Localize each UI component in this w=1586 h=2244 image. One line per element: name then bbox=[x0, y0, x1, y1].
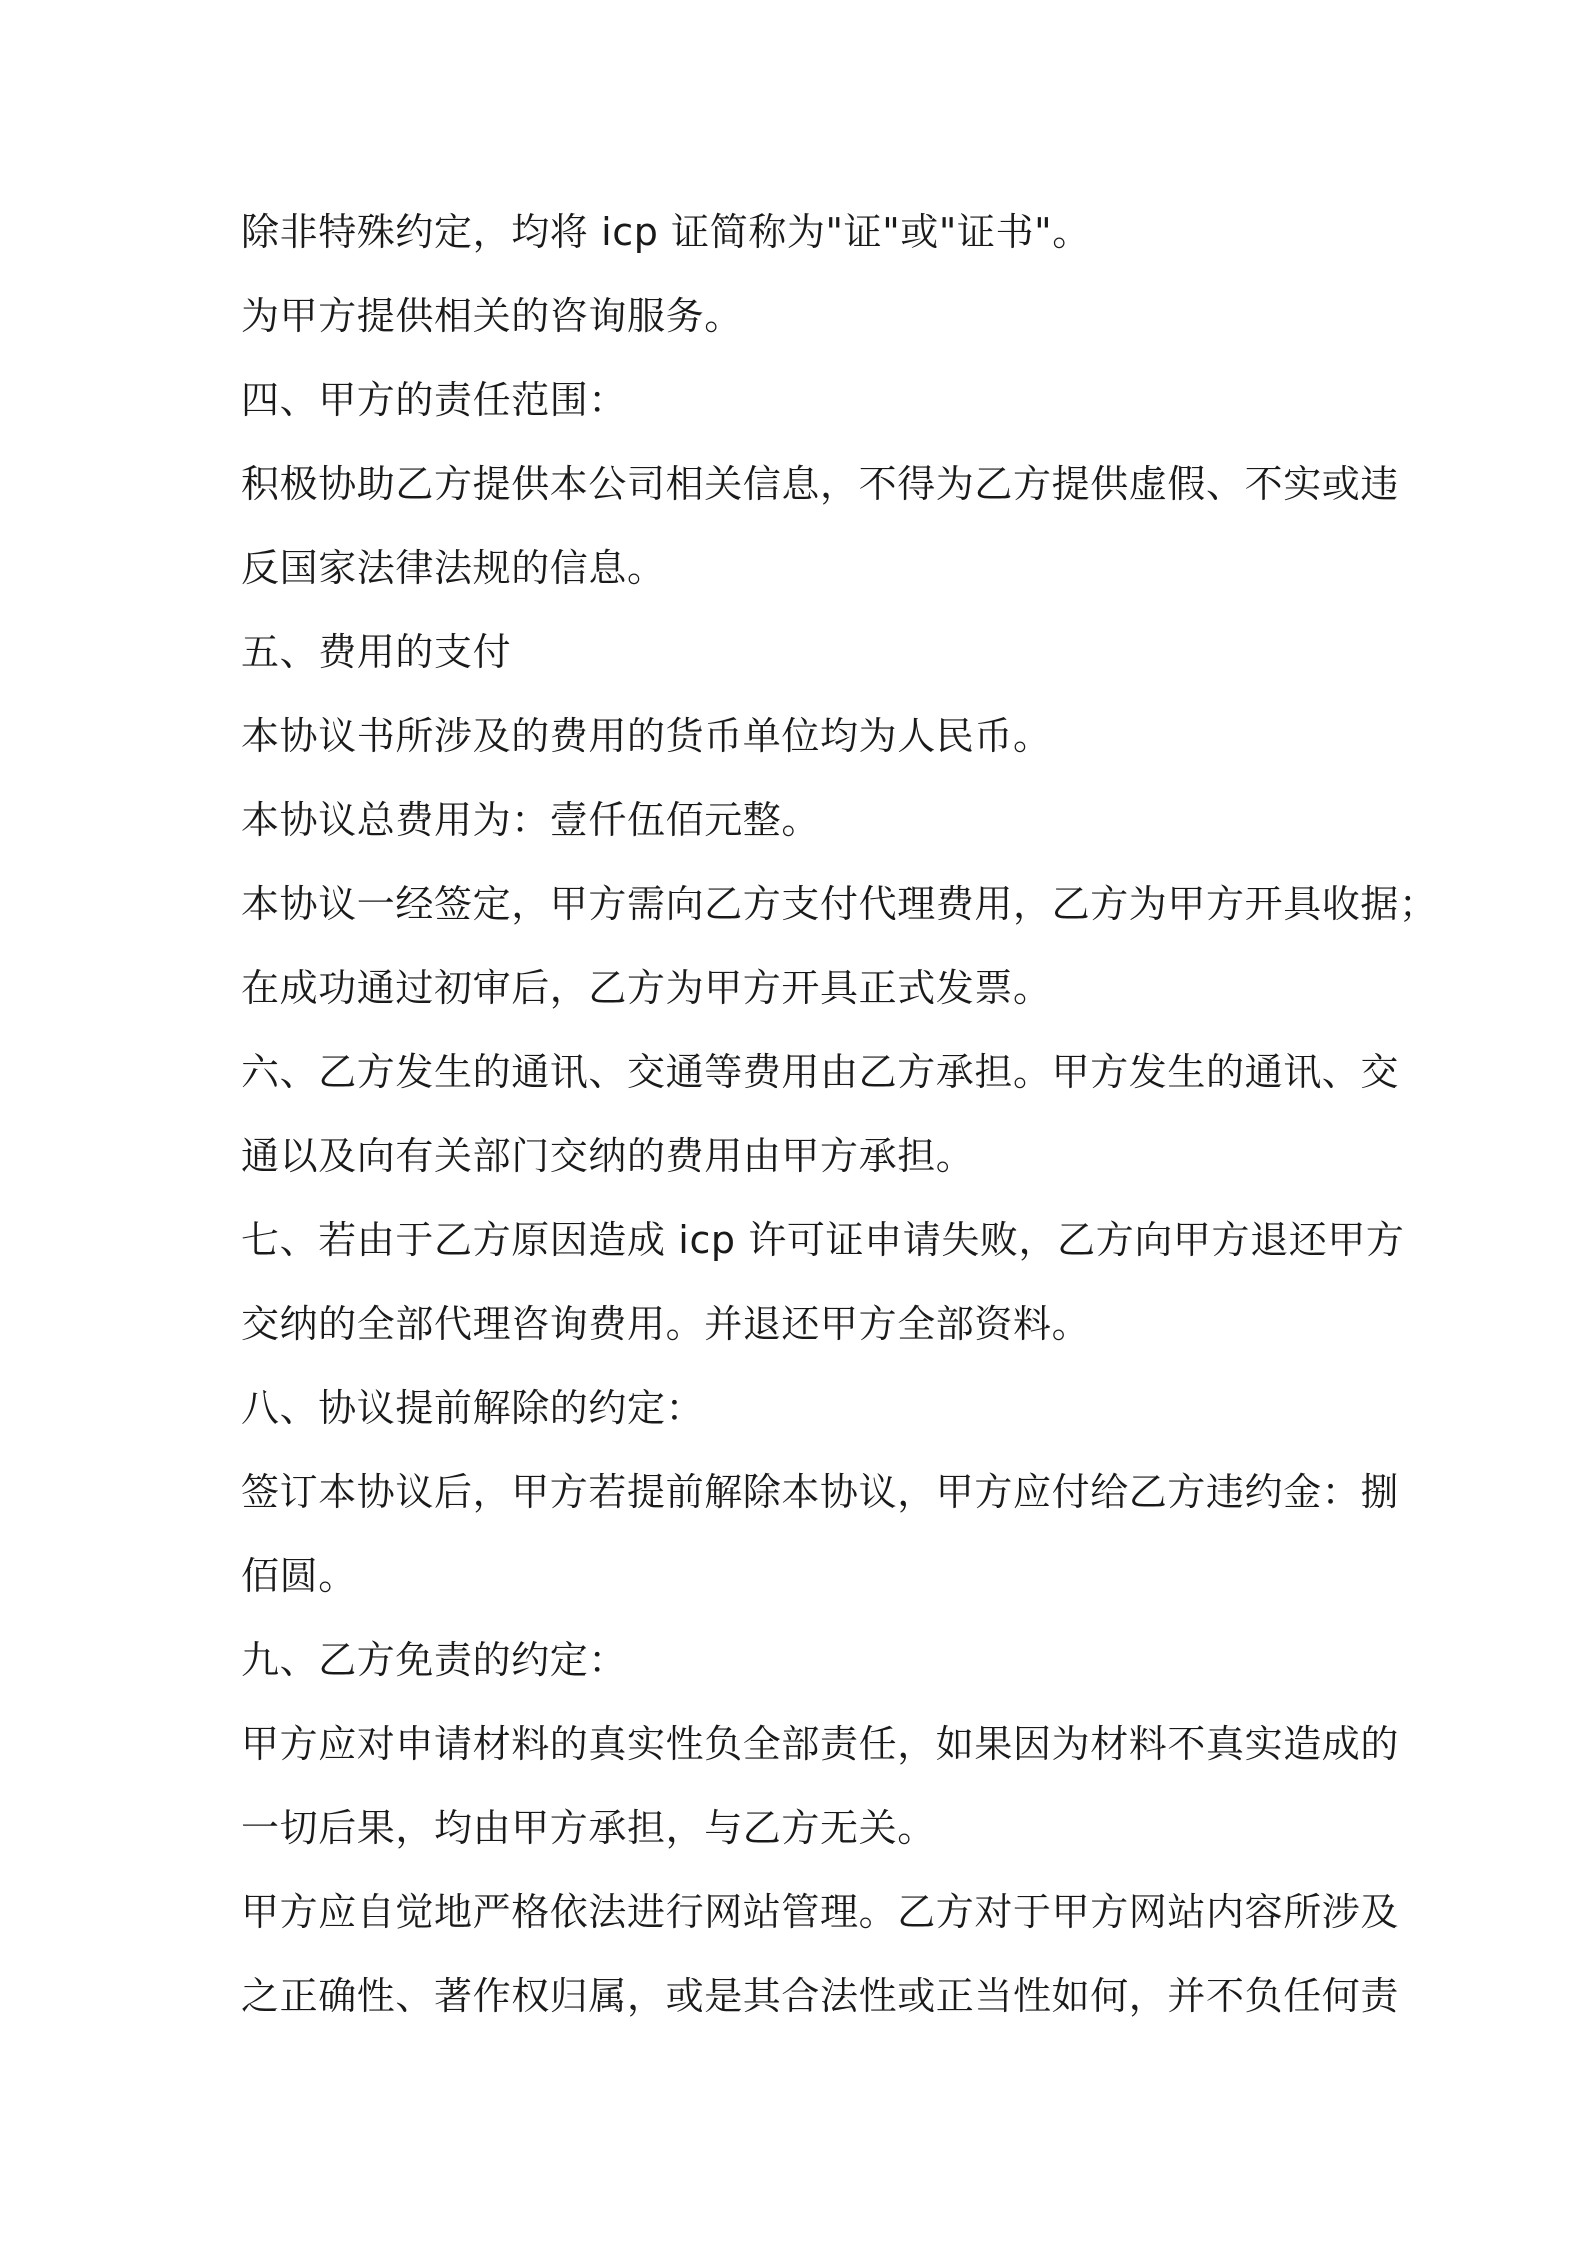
section-heading: 四、甲方的责任范围： bbox=[241, 378, 628, 422]
text-line: 佰圆。 bbox=[241, 1554, 357, 1598]
text-line: 为甲方提供相关的咨询服务。 bbox=[241, 294, 743, 338]
text-line: 甲方应自觉地严格依法进行网站管理。乙方对于甲方网站内容所涉及 bbox=[241, 1890, 1400, 1934]
text-line: 积极协助乙方提供本公司相关信息，不得为乙方提供虚假、不实或违 bbox=[241, 462, 1400, 506]
section-heading: 九、乙方免责的约定： bbox=[241, 1638, 628, 1682]
text-line: 签订本协议后，甲方若提前解除本协议，甲方应付给乙方违约金：捌 bbox=[241, 1470, 1400, 1514]
section-heading: 七、若由于乙方原因造成 icp 许可证申请失败，乙方向甲方退还甲方 bbox=[241, 1218, 1405, 1262]
section-heading: 八、协议提前解除的约定： bbox=[241, 1386, 705, 1430]
text-line: 本协议总费用为：壹仟伍佰元整。 bbox=[241, 798, 821, 842]
text-line: 之正确性、著作权归属，或是其合法性或正当性如何，并不负任何责 bbox=[241, 1974, 1400, 2018]
text-line: 通以及向有关部门交纳的费用由甲方承担。 bbox=[241, 1134, 975, 1178]
text-line: 本协议书所涉及的费用的货币单位均为人民币。 bbox=[241, 714, 1052, 758]
text-line: 反国家法律法规的信息。 bbox=[241, 546, 666, 590]
text-line: 除非特殊约定，均将 icp 证简称为"证"或"证书"。 bbox=[241, 210, 1091, 254]
text-line: 交纳的全部代理咨询费用。并退还甲方全部资料。 bbox=[241, 1302, 1091, 1346]
document-body bbox=[241, 190, 1438, 2038]
text-line: 甲方应对申请材料的真实性负全部责任，如果因为材料不真实造成的 bbox=[241, 1722, 1400, 1766]
text-line: 本协议一经签定，甲方需向乙方支付代理费用，乙方为甲方开具收据； bbox=[241, 882, 1438, 926]
text-line: 在成功通过初审后，乙方为甲方开具正式发票。 bbox=[241, 966, 1052, 1010]
text-line: 一切后果，均由甲方承担，与乙方无关。 bbox=[241, 1806, 936, 1850]
section-heading: 五、费用的支付 bbox=[241, 630, 512, 674]
section-heading: 六、乙方发生的通讯、交通等费用由乙方承担。甲方发生的通讯、交 bbox=[241, 1050, 1400, 1094]
